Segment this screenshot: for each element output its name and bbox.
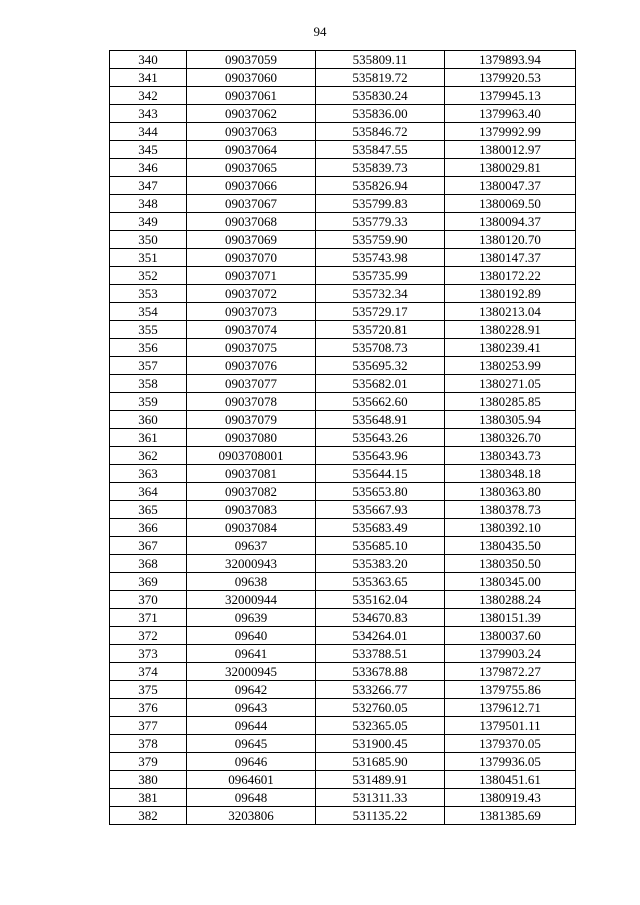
row-number-cell: 350 (110, 231, 187, 249)
row-number-cell: 344 (110, 123, 187, 141)
table-row (110, 483, 576, 501)
x-coordinate-cell: 535685.10 (316, 537, 445, 555)
y-coordinate-cell: 1379963.40 (445, 105, 576, 123)
table-row (110, 123, 576, 141)
row-number-cell: 376 (110, 699, 187, 717)
table-row (110, 213, 576, 231)
table-row (110, 645, 576, 663)
row-number-cell: 360 (110, 411, 187, 429)
y-coordinate-cell: 1380271.05 (445, 375, 576, 393)
x-coordinate-cell: 535743.98 (316, 249, 445, 267)
y-coordinate-cell: 1380228.91 (445, 321, 576, 339)
point-id-cell: 3203806 (187, 807, 316, 825)
row-number-cell: 372 (110, 627, 187, 645)
point-id-cell: 09643 (187, 699, 316, 717)
y-coordinate-cell: 1380094.37 (445, 213, 576, 231)
x-coordinate-cell: 535653.80 (316, 483, 445, 501)
y-coordinate-cell: 1380288.24 (445, 591, 576, 609)
point-id-cell: 09037071 (187, 267, 316, 285)
table-row (110, 717, 576, 735)
y-coordinate-cell: 1380012.97 (445, 141, 576, 159)
row-number-cell: 371 (110, 609, 187, 627)
row-number-cell: 377 (110, 717, 187, 735)
y-coordinate-cell: 1380151.39 (445, 609, 576, 627)
row-number-cell: 340 (110, 51, 187, 69)
row-number-cell: 378 (110, 735, 187, 753)
row-number-cell: 345 (110, 141, 187, 159)
point-id-cell: 32000943 (187, 555, 316, 573)
x-coordinate-cell: 535846.72 (316, 123, 445, 141)
table-row (110, 249, 576, 267)
table-row (110, 177, 576, 195)
row-number-cell: 363 (110, 465, 187, 483)
y-coordinate-cell: 1380435.50 (445, 537, 576, 555)
row-number-cell: 351 (110, 249, 187, 267)
y-coordinate-cell: 1379612.71 (445, 699, 576, 717)
table-row (110, 519, 576, 537)
x-coordinate-cell: 534264.01 (316, 627, 445, 645)
point-id-cell: 09037073 (187, 303, 316, 321)
point-id-cell: 09644 (187, 717, 316, 735)
table-row (110, 141, 576, 159)
x-coordinate-cell: 533678.88 (316, 663, 445, 681)
row-number-cell: 347 (110, 177, 187, 195)
point-id-cell: 09648 (187, 789, 316, 807)
row-number-cell: 343 (110, 105, 187, 123)
y-coordinate-cell: 1381385.69 (445, 807, 576, 825)
point-id-cell: 09037067 (187, 195, 316, 213)
x-coordinate-cell: 535644.15 (316, 465, 445, 483)
row-number-cell: 355 (110, 321, 187, 339)
row-number-cell: 346 (110, 159, 187, 177)
point-id-cell: 09639 (187, 609, 316, 627)
x-coordinate-cell: 535819.72 (316, 69, 445, 87)
point-id-cell: 09037060 (187, 69, 316, 87)
y-coordinate-cell: 1379920.53 (445, 69, 576, 87)
point-id-cell: 09037072 (187, 285, 316, 303)
table-row (110, 321, 576, 339)
x-coordinate-cell: 535799.83 (316, 195, 445, 213)
x-coordinate-cell: 535643.96 (316, 447, 445, 465)
y-coordinate-cell: 1380253.99 (445, 357, 576, 375)
table-row (110, 69, 576, 87)
y-coordinate-cell: 1380348.18 (445, 465, 576, 483)
table-row (110, 591, 576, 609)
point-id-cell: 32000945 (187, 663, 316, 681)
table-row (110, 555, 576, 573)
x-coordinate-cell: 531311.33 (316, 789, 445, 807)
y-coordinate-cell: 1380029.81 (445, 159, 576, 177)
row-number-cell: 357 (110, 357, 187, 375)
row-number-cell: 374 (110, 663, 187, 681)
row-number-cell: 369 (110, 573, 187, 591)
x-coordinate-cell: 535809.11 (316, 51, 445, 69)
point-id-cell: 09638 (187, 573, 316, 591)
point-id-cell: 09037069 (187, 231, 316, 249)
row-number-cell: 341 (110, 69, 187, 87)
table-row (110, 105, 576, 123)
y-coordinate-cell: 1380192.89 (445, 285, 576, 303)
x-coordinate-cell: 531489.91 (316, 771, 445, 789)
row-number-cell: 358 (110, 375, 187, 393)
table-row (110, 771, 576, 789)
point-id-cell: 09037066 (187, 177, 316, 195)
y-coordinate-cell: 1379755.86 (445, 681, 576, 699)
point-id-cell: 0964601 (187, 771, 316, 789)
table-row (110, 159, 576, 177)
y-coordinate-cell: 1379893.94 (445, 51, 576, 69)
point-id-cell: 09641 (187, 645, 316, 663)
x-coordinate-cell: 535830.24 (316, 87, 445, 105)
row-number-cell: 379 (110, 753, 187, 771)
y-coordinate-cell: 1380305.94 (445, 411, 576, 429)
point-id-cell: 09037068 (187, 213, 316, 231)
page-number: 94 (313, 24, 327, 39)
point-id-cell: 09037065 (187, 159, 316, 177)
point-id-cell: 09037077 (187, 375, 316, 393)
table-row (110, 609, 576, 627)
table-row (110, 663, 576, 681)
table-row (110, 357, 576, 375)
row-number-cell: 368 (110, 555, 187, 573)
x-coordinate-cell: 535662.60 (316, 393, 445, 411)
y-coordinate-cell: 1380213.04 (445, 303, 576, 321)
table-row (110, 285, 576, 303)
point-id-cell: 09645 (187, 735, 316, 753)
table-row (110, 807, 576, 825)
row-number-cell: 348 (110, 195, 187, 213)
point-id-cell: 09037063 (187, 123, 316, 141)
x-coordinate-cell: 535839.73 (316, 159, 445, 177)
point-id-cell: 09037084 (187, 519, 316, 537)
point-id-cell: 09037083 (187, 501, 316, 519)
x-coordinate-cell: 535383.20 (316, 555, 445, 573)
row-number-cell: 353 (110, 285, 187, 303)
point-id-cell: 09037076 (187, 357, 316, 375)
row-number-cell: 380 (110, 771, 187, 789)
y-coordinate-cell: 1379370.05 (445, 735, 576, 753)
table-row (110, 501, 576, 519)
point-id-cell: 09037078 (187, 393, 316, 411)
x-coordinate-cell: 535732.34 (316, 285, 445, 303)
y-coordinate-cell: 1380047.37 (445, 177, 576, 195)
x-coordinate-cell: 533266.77 (316, 681, 445, 699)
y-coordinate-cell: 1380343.73 (445, 447, 576, 465)
table-row (110, 195, 576, 213)
row-number-cell: 367 (110, 537, 187, 555)
table-row (110, 699, 576, 717)
table-row (110, 753, 576, 771)
table-row (110, 447, 576, 465)
table-row (110, 735, 576, 753)
row-number-cell: 375 (110, 681, 187, 699)
row-number-cell: 359 (110, 393, 187, 411)
y-coordinate-cell: 1380285.85 (445, 393, 576, 411)
x-coordinate-cell: 535682.01 (316, 375, 445, 393)
table-row (110, 429, 576, 447)
x-coordinate-cell: 532760.05 (316, 699, 445, 717)
point-id-cell: 09037059 (187, 51, 316, 69)
x-coordinate-cell: 535826.94 (316, 177, 445, 195)
point-id-cell: 09037062 (187, 105, 316, 123)
point-id-cell: 09637 (187, 537, 316, 555)
row-number-cell: 354 (110, 303, 187, 321)
table-row (110, 573, 576, 591)
point-id-cell: 09037074 (187, 321, 316, 339)
point-id-cell: 09037070 (187, 249, 316, 267)
table-row (110, 231, 576, 249)
x-coordinate-cell: 533788.51 (316, 645, 445, 663)
x-coordinate-cell: 535363.65 (316, 573, 445, 591)
x-coordinate-cell: 534670.83 (316, 609, 445, 627)
table-row (110, 789, 576, 807)
row-number-cell: 373 (110, 645, 187, 663)
table-row (110, 303, 576, 321)
x-coordinate-cell: 535648.91 (316, 411, 445, 429)
x-coordinate-cell: 535836.00 (316, 105, 445, 123)
y-coordinate-cell: 1379903.24 (445, 645, 576, 663)
point-id-cell: 09037082 (187, 483, 316, 501)
table-row (110, 375, 576, 393)
point-id-cell: 09037079 (187, 411, 316, 429)
row-number-cell: 342 (110, 87, 187, 105)
x-coordinate-cell: 535735.99 (316, 267, 445, 285)
x-coordinate-cell: 535667.93 (316, 501, 445, 519)
y-coordinate-cell: 1379945.13 (445, 87, 576, 105)
y-coordinate-cell: 1380350.50 (445, 555, 576, 573)
table-row (110, 339, 576, 357)
point-id-cell: 32000944 (187, 591, 316, 609)
x-coordinate-cell: 535643.26 (316, 429, 445, 447)
x-coordinate-cell: 535779.33 (316, 213, 445, 231)
point-id-cell: 09037075 (187, 339, 316, 357)
table-row (110, 627, 576, 645)
y-coordinate-cell: 1380120.70 (445, 231, 576, 249)
y-coordinate-cell: 1380345.00 (445, 573, 576, 591)
x-coordinate-cell: 535720.81 (316, 321, 445, 339)
y-coordinate-cell: 1379501.11 (445, 717, 576, 735)
point-id-cell: 0903708001 (187, 447, 316, 465)
x-coordinate-cell: 535162.04 (316, 591, 445, 609)
y-coordinate-cell: 1380239.41 (445, 339, 576, 357)
row-number-cell: 349 (110, 213, 187, 231)
y-coordinate-cell: 1380069.50 (445, 195, 576, 213)
x-coordinate-cell: 535695.32 (316, 357, 445, 375)
y-coordinate-cell: 1380451.61 (445, 771, 576, 789)
table-row (110, 411, 576, 429)
point-id-cell: 09640 (187, 627, 316, 645)
y-coordinate-cell: 1380172.22 (445, 267, 576, 285)
point-id-cell: 09037080 (187, 429, 316, 447)
row-number-cell: 361 (110, 429, 187, 447)
x-coordinate-cell: 531900.45 (316, 735, 445, 753)
y-coordinate-cell: 1379872.27 (445, 663, 576, 681)
x-coordinate-cell: 531685.90 (316, 753, 445, 771)
x-coordinate-cell: 535847.55 (316, 141, 445, 159)
x-coordinate-cell: 535759.90 (316, 231, 445, 249)
table-row (110, 51, 576, 69)
table-row (110, 465, 576, 483)
x-coordinate-cell: 535683.49 (316, 519, 445, 537)
row-number-cell: 362 (110, 447, 187, 465)
row-number-cell: 365 (110, 501, 187, 519)
y-coordinate-cell: 1380919.43 (445, 789, 576, 807)
y-coordinate-cell: 1380378.73 (445, 501, 576, 519)
table-row (110, 393, 576, 411)
row-number-cell: 364 (110, 483, 187, 501)
x-coordinate-cell: 535708.73 (316, 339, 445, 357)
coordinates-table (109, 50, 576, 825)
y-coordinate-cell: 1379936.05 (445, 753, 576, 771)
table-row (110, 537, 576, 555)
table-row (110, 87, 576, 105)
row-number-cell: 381 (110, 789, 187, 807)
row-number-cell: 366 (110, 519, 187, 537)
x-coordinate-cell: 531135.22 (316, 807, 445, 825)
x-coordinate-cell: 535729.17 (316, 303, 445, 321)
y-coordinate-cell: 1380392.10 (445, 519, 576, 537)
row-number-cell: 352 (110, 267, 187, 285)
y-coordinate-cell: 1379992.99 (445, 123, 576, 141)
row-number-cell: 370 (110, 591, 187, 609)
row-number-cell: 356 (110, 339, 187, 357)
point-id-cell: 09037064 (187, 141, 316, 159)
row-number-cell: 382 (110, 807, 187, 825)
y-coordinate-cell: 1380326.70 (445, 429, 576, 447)
y-coordinate-cell: 1380147.37 (445, 249, 576, 267)
y-coordinate-cell: 1380037.60 (445, 627, 576, 645)
table-body (110, 51, 576, 825)
table-row (110, 681, 576, 699)
y-coordinate-cell: 1380363.80 (445, 483, 576, 501)
point-id-cell: 09646 (187, 753, 316, 771)
x-coordinate-cell: 532365.05 (316, 717, 445, 735)
point-id-cell: 09037081 (187, 465, 316, 483)
point-id-cell: 09037061 (187, 87, 316, 105)
table-row (110, 267, 576, 285)
point-id-cell: 09642 (187, 681, 316, 699)
